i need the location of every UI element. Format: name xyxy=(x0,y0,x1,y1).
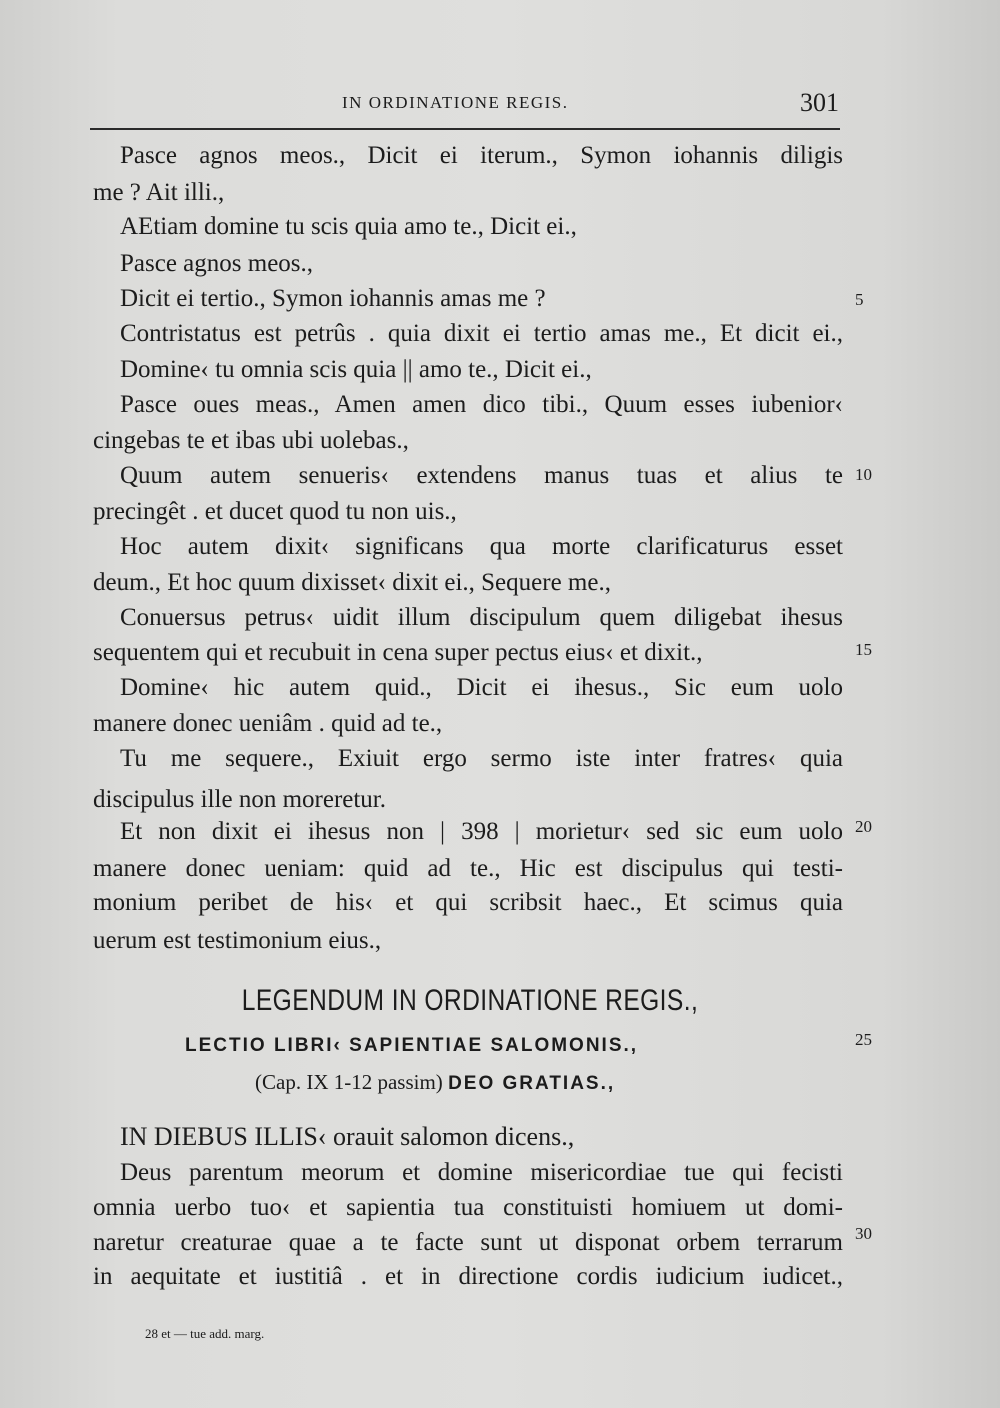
reading-line: naretur creaturae quae a te facte sunt ut disponat orbem terrarum xyxy=(93,1229,843,1256)
text-line: Pasce agnos meos., xyxy=(120,250,314,277)
reading-opening: IN DIEBUS ILLIS‹ orauit salomon dicens., xyxy=(120,1122,575,1151)
text-line: sequentem qui et recubuit in cena super pectus eius‹ et dixit., xyxy=(93,639,703,666)
line-number: 10 xyxy=(855,465,872,484)
text-line: Dicit ei tertio., Symon iohannis amas me ? xyxy=(120,285,546,312)
text-line: manere donec ueniâm . quid ad te., xyxy=(93,710,443,737)
footnote: 28 et — tue add. marg. xyxy=(145,1326,265,1341)
text-line: cingebas te et ibas ubi uolebas., xyxy=(93,427,409,454)
text-line: discipulus ille non moreretur. xyxy=(93,786,387,813)
page-number: 301 xyxy=(800,88,839,117)
running-header: IN ORDINATIONE REGIS. xyxy=(342,93,569,112)
text-line: Domine‹ tu omnia scis quia || amo te., Dicit ei., xyxy=(120,356,592,383)
text-line: precingêt . et ducet quod tu non uis., xyxy=(93,498,457,525)
section-title: LEGENDUM IN ORDINATIONE REGIS., xyxy=(241,984,699,1017)
text-line: Conuersus petrus‹ uidit illum discipulum quem diligebat ihesus xyxy=(120,604,843,631)
text-line: me ? Ait illi., xyxy=(93,179,225,206)
text-line: Et non dixit ei ihesus non | 398 | morietur‹ sed sic eum uolo xyxy=(120,818,843,845)
text-line: deum., Et hoc quum dixisset‹ dixit ei., Sequere me., xyxy=(93,569,611,596)
text-line: manere donec ueniam: quid ad te., Hic est discipulus qui testi- xyxy=(93,855,843,882)
deo-gratias: DEO GRATIAS., xyxy=(448,1073,616,1094)
line-number: 5 xyxy=(855,290,864,309)
text-line: Pasce oues meas., Amen amen dico tibi., Quum esses iubenior‹ xyxy=(120,391,843,418)
header-rule xyxy=(90,128,840,130)
line-number: 20 xyxy=(855,817,872,836)
reading-line: omnia uerbo tuo‹ et sapientia tua constituisti homiuem ut domi- xyxy=(93,1194,843,1221)
text-line: Domine‹ hic autem quid., Dicit ei ihesus., Sic eum uolo xyxy=(120,674,843,701)
chapter-reference xyxy=(255,1070,615,1095)
text-line: monium peribet de his‹ et qui scribsit haec., Et scimus quia xyxy=(93,889,843,916)
text-line: uerum est testimonium eius., xyxy=(93,927,382,954)
reading-line: Deus parentum meorum et domine misericordiae tue qui fecisti xyxy=(120,1159,843,1186)
chapter-ref-text: (Cap. IX 1-12 passim) xyxy=(255,1070,443,1094)
line-number: 30 xyxy=(855,1224,872,1243)
reading-line: in aequitate et iustitiâ . et in directione cordis iudicium iudicet., xyxy=(93,1263,843,1290)
text-line: Contristatus est petrûs . quia dixit ei tertio amas me., Et dicit ei., xyxy=(120,320,843,347)
line-number: 25 xyxy=(855,1030,872,1049)
lectio-heading: LECTIO LIBRI‹ SAPIENTIAE SALOMONIS., xyxy=(185,1035,639,1056)
text-line: Tu me sequere., Exiuit ergo sermo iste inter fratres‹ quia xyxy=(120,745,843,772)
text-line: AEtiam domine tu scis quia amo te., Dicit ei., xyxy=(120,213,577,240)
text-line: Quum autem senueris‹ extendens manus tuas et alius te xyxy=(120,462,843,489)
text-line: Pasce agnos meos., Dicit ei iterum., Symon iohannis diligis xyxy=(120,142,843,169)
line-number: 15 xyxy=(855,640,872,659)
text-line: Hoc autem dixit‹ significans qua morte clarificaturus esset xyxy=(120,533,843,560)
